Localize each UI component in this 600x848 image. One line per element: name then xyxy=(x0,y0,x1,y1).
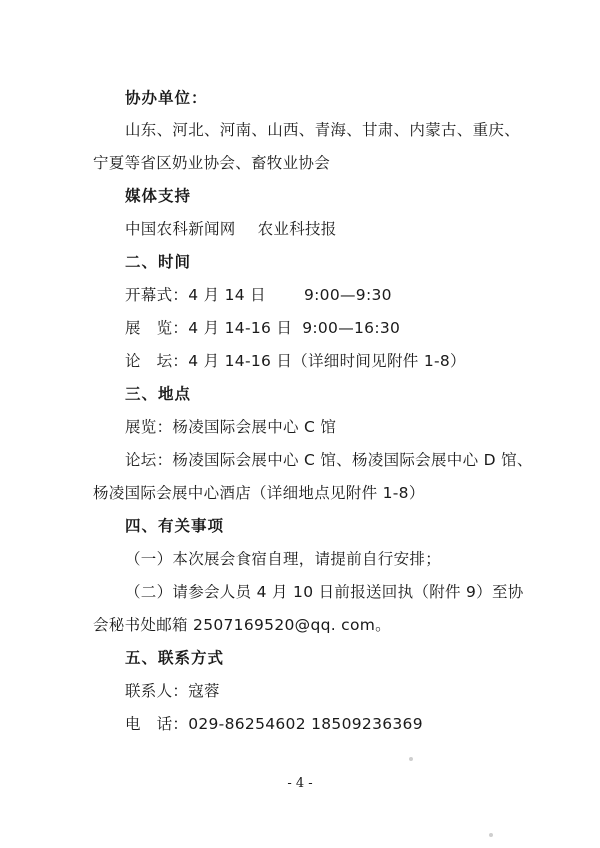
opening-line xyxy=(125,285,392,305)
cosponsor-line-2: 宁夏等省区奶业协会、畜牧业协会 xyxy=(93,154,331,172)
forum-location-line-1: 论坛：杨凌国际会展中心 C 馆、杨凌国际会展中心 D 馆、 xyxy=(125,451,533,469)
exhibition-time: 9:00—16:30 xyxy=(302,319,401,337)
exhibition-line xyxy=(125,318,400,338)
forum-line xyxy=(125,351,466,371)
exhibition-date: 4 月 14-16 日 xyxy=(188,319,293,337)
media-line xyxy=(125,219,337,239)
matters-item-2-line-2: 会秘书处邮箱 2507169520@qq. com。 xyxy=(93,616,391,634)
exhibition-label: 展 览： xyxy=(125,319,189,337)
matters-item-2-line-1: （二）请参会人员 4 月 10 日前报送回执（附件 9）至协 xyxy=(125,583,524,601)
forum-label: 论 坛： xyxy=(125,352,189,370)
location-heading: 三、地点 xyxy=(125,385,192,403)
cosponsor-line-1: 山东、河北、河南、山西、青海、甘肃、内蒙古、重庆、 xyxy=(125,121,521,139)
media-item-1: 中国农科新闻网 xyxy=(125,220,236,238)
opening-date: 4 月 14 日 xyxy=(188,286,266,304)
scan-speck xyxy=(409,757,413,761)
page-number: - 4 - xyxy=(287,776,313,791)
forum-location-line-2: 杨凌国际会展中心酒店（详细地点见附件 1-8） xyxy=(93,484,425,502)
matters-heading: 四、有关事项 xyxy=(125,517,225,535)
contact-person: 联系人：寇蓉 xyxy=(125,682,220,700)
media-item-2: 农业科技报 xyxy=(257,220,337,238)
contact-heading: 五、联系方式 xyxy=(125,649,225,667)
opening-label: 开幕式： xyxy=(125,286,189,304)
matters-item-1: （一）本次展会食宿自理，请提前自行安排； xyxy=(125,550,442,568)
time-heading: 二、时间 xyxy=(125,253,192,271)
media-heading: 媒体支持 xyxy=(125,187,192,205)
cosponsor-heading: 协办单位： xyxy=(125,89,208,107)
opening-time: 9:00—9:30 xyxy=(303,286,392,304)
forum-date: 4 月 14-16 日（详细时间见附件 1-8） xyxy=(188,352,466,370)
scan-speck xyxy=(489,833,493,837)
contact-phone: 电 话：029-86254602 18509236369 xyxy=(125,715,423,733)
exhibition-location: 展览：杨凌国际会展中心 C 馆 xyxy=(125,418,337,436)
